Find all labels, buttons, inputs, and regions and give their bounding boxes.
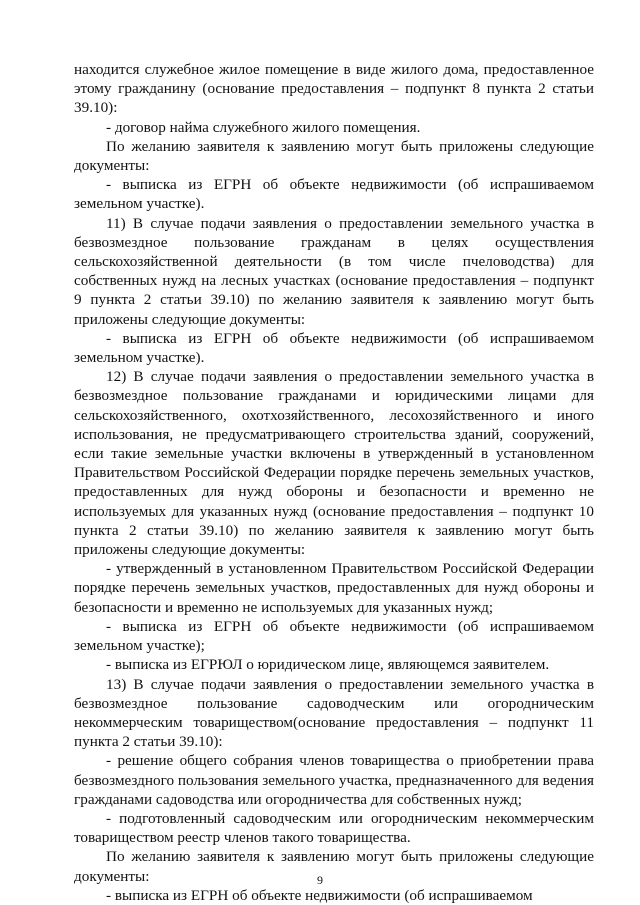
paragraph: - выписка из ЕГРН об объекте недвижимости (об испрашиваемом земельном участке). (74, 329, 594, 367)
paragraph: - выписка из ЕГРЮЛ о юридическом лице, являющемся заявителем. (106, 656, 550, 674)
paragraph: - выписка из ЕГРН об объекте недвижимости (об испрашиваемом (106, 886, 533, 904)
paragraph: 11) В случае подачи заявления о предоставлении земельного участка в безвозмездное пользование гражданам в целях осуществления сельскохозяйственной деятельности (в том числе пчеловодства) для собственных нужд на лесных участках (основание предоставления – подпункт 9 пункта 2 статьи 39.10) по желанию заявителя к заявлению могут быть приложены следующие документы: (74, 214, 594, 328)
paragraph: - решение общего собрания членов товарищества о приобретении права безвозмездного пользования земельного участка, предназначенного для ведения гражданами садоводства или огородничества для собственных нужд; (74, 752, 594, 808)
paragraph: По желанию заявителя к заявлению могут быть приложены следующие документы: (74, 137, 594, 175)
paragraph: - подготовленный садоводческим или огородническим некоммерческим товариществом реестр членов такого товарищества. (74, 809, 594, 847)
paragraph: По желанию заявителя к заявлению могут быть приложены следующие документы: (74, 848, 594, 885)
paragraph: - договор найма служебного жилого помещения. (106, 118, 421, 136)
document-body (74, 60, 594, 905)
paragraph: находится служебное жилое помещение в виде жилого дома, предоставленное этому гражданину (основание предоставления – подпункт 8 пункта 2 статьи 39.10): (74, 61, 594, 117)
paragraph: 13) В случае подачи заявления о предоставлении земельного участка в безвозмездное пользование садоводческим или огородническим некоммерческим товариществом(основание предоставления – подпункт 11 пункта 2 статьи 39.10): (74, 675, 594, 751)
page-number: 9 (317, 873, 323, 887)
paragraph: - утвержденный в установленном Правительством Российской Федерации порядке перечень земельных участков, предоставленных для нужд обороны и безопасности и временно не используемых для указанных нужд; (74, 560, 594, 616)
paragraph: - выписка из ЕГРН об объекте недвижимости (об испрашиваемом земельном участке); (74, 617, 594, 655)
paragraph: 12) В случае подачи заявления о предоставлении земельного участка в безвозмездное пользование гражданами и юридическими лицами для сельскохозяйственного, охотхозяйственного, лесохозяйственного и иного использования, не предусматривающего строительства зданий, сооружений, если такие земельные участки включены в утвержденный в установленном Правительством Российской Федерации порядке перечень земельных участков, предоставленных для нужд обороны и безопасности и временно не используемых для указанных нужд (основание предоставления – подпункт 10 пункта 2 статьи 39.10) по желанию заявителя к заявлению могут быть приложены следующие документы: (74, 368, 594, 559)
paragraph: - выписка из ЕГРН об объекте недвижимости (об испрашиваемом земельном участке). (74, 176, 594, 213)
